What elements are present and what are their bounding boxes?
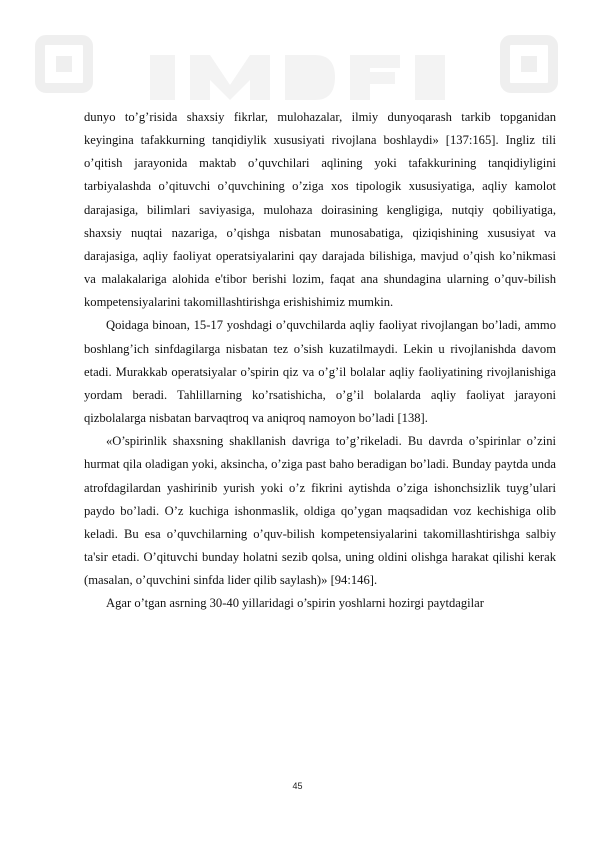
paragraph-4: Agar o’tgan asrning 30-40 yillaridagi o’spirin yoshlarni hozirgi paytdagilar (106, 596, 484, 611)
paragraph-2: Qoidaga binoan, 15-17 yoshdagi o’quvchilarda aqliy faoliyat rivojlangan bo’ladi, ammo boshlang’ich sinfdagilarga nisbatan tez o’sish kuzatilmaydi. Lekin u rivojlanishda davom etadi. Murakkab operatsiyalar o’spirin qiz va o’g’il bolalar aqliy faoliyatining rivojlanishiga yordam beradi. Tahlillarning ko’rsatishicha, o’g’il bolalarda aqliy faoliyat jarayoni qizbolalarga nisbatan barvaqtroq va aniqroq namoyon bo’ladi [138]. (84, 318, 556, 426)
body-text (84, 106, 556, 615)
paragraph-1: dunyo to’g’risida shaxsiy fikrlar, mulohazalar, ilmiy dunyoqarash tarkib topganidan keyingina tafakkurning tanqidiylik xususiyati rivojlana boshlaydi» [137:165]. Ingliz tili o’qitish jarayonida maktab o’quvchilari aqlining yoki tafakkurining tanqidiyligini tarbiyalashda o’qituvchi o’quvchining o’ziga xos tipologik xususiyatiga, aqliy kamolot darajasiga, bilimlari saviyasiga, mulohaza doirasining kengligiga, nutqiy qobiliyatiga, shaxsiy nuqtai nazariga, o’qishga nisbatan munosabatiga, qiziqishining xususiyat va darajasiga, aqliy faoliyat operatsiyalarini qay darajada bilishiga, mavjud o’qish ko’nikmasi va malakalariga alohida e'tibor berishi lozim, faqat ana shundagina ularning o’quv-bilish kompetensiyalarini takomillashtirishga erishishimiz mumkin. (84, 110, 556, 310)
page-number: 45 (292, 781, 303, 791)
paragraph-3: «O’spirinlik shaxsning shakllanish davriga to’g’rikeladi. Bu davrda o’spirinlar o’zini hurmat qila oladigan yoki, aksincha, o’ziga past baho beradigan bo’ladi. Bunday paytda unda atrofdagilardan yashirinib yurish yoki o’z fikrini aytishda o’ziga ishonchsizlik tuyg’ulari paydo bo’ladi. O’z kuchiga ishonmaslik, oldiga qo’ygan maqsadidan voz kechishiga olib keladi. Bu esa o’quvchilarning o’quv-bilish kompetensiyalarini takomillashtirishga salbiy ta'sir etadi. O’qituvchi bunday holatni sezib qolsa, uning oldini olishga harakat qilishi kerak (masalan, o’quvchini sinfda lider qilib saylash)» [94:146]. (84, 434, 556, 588)
